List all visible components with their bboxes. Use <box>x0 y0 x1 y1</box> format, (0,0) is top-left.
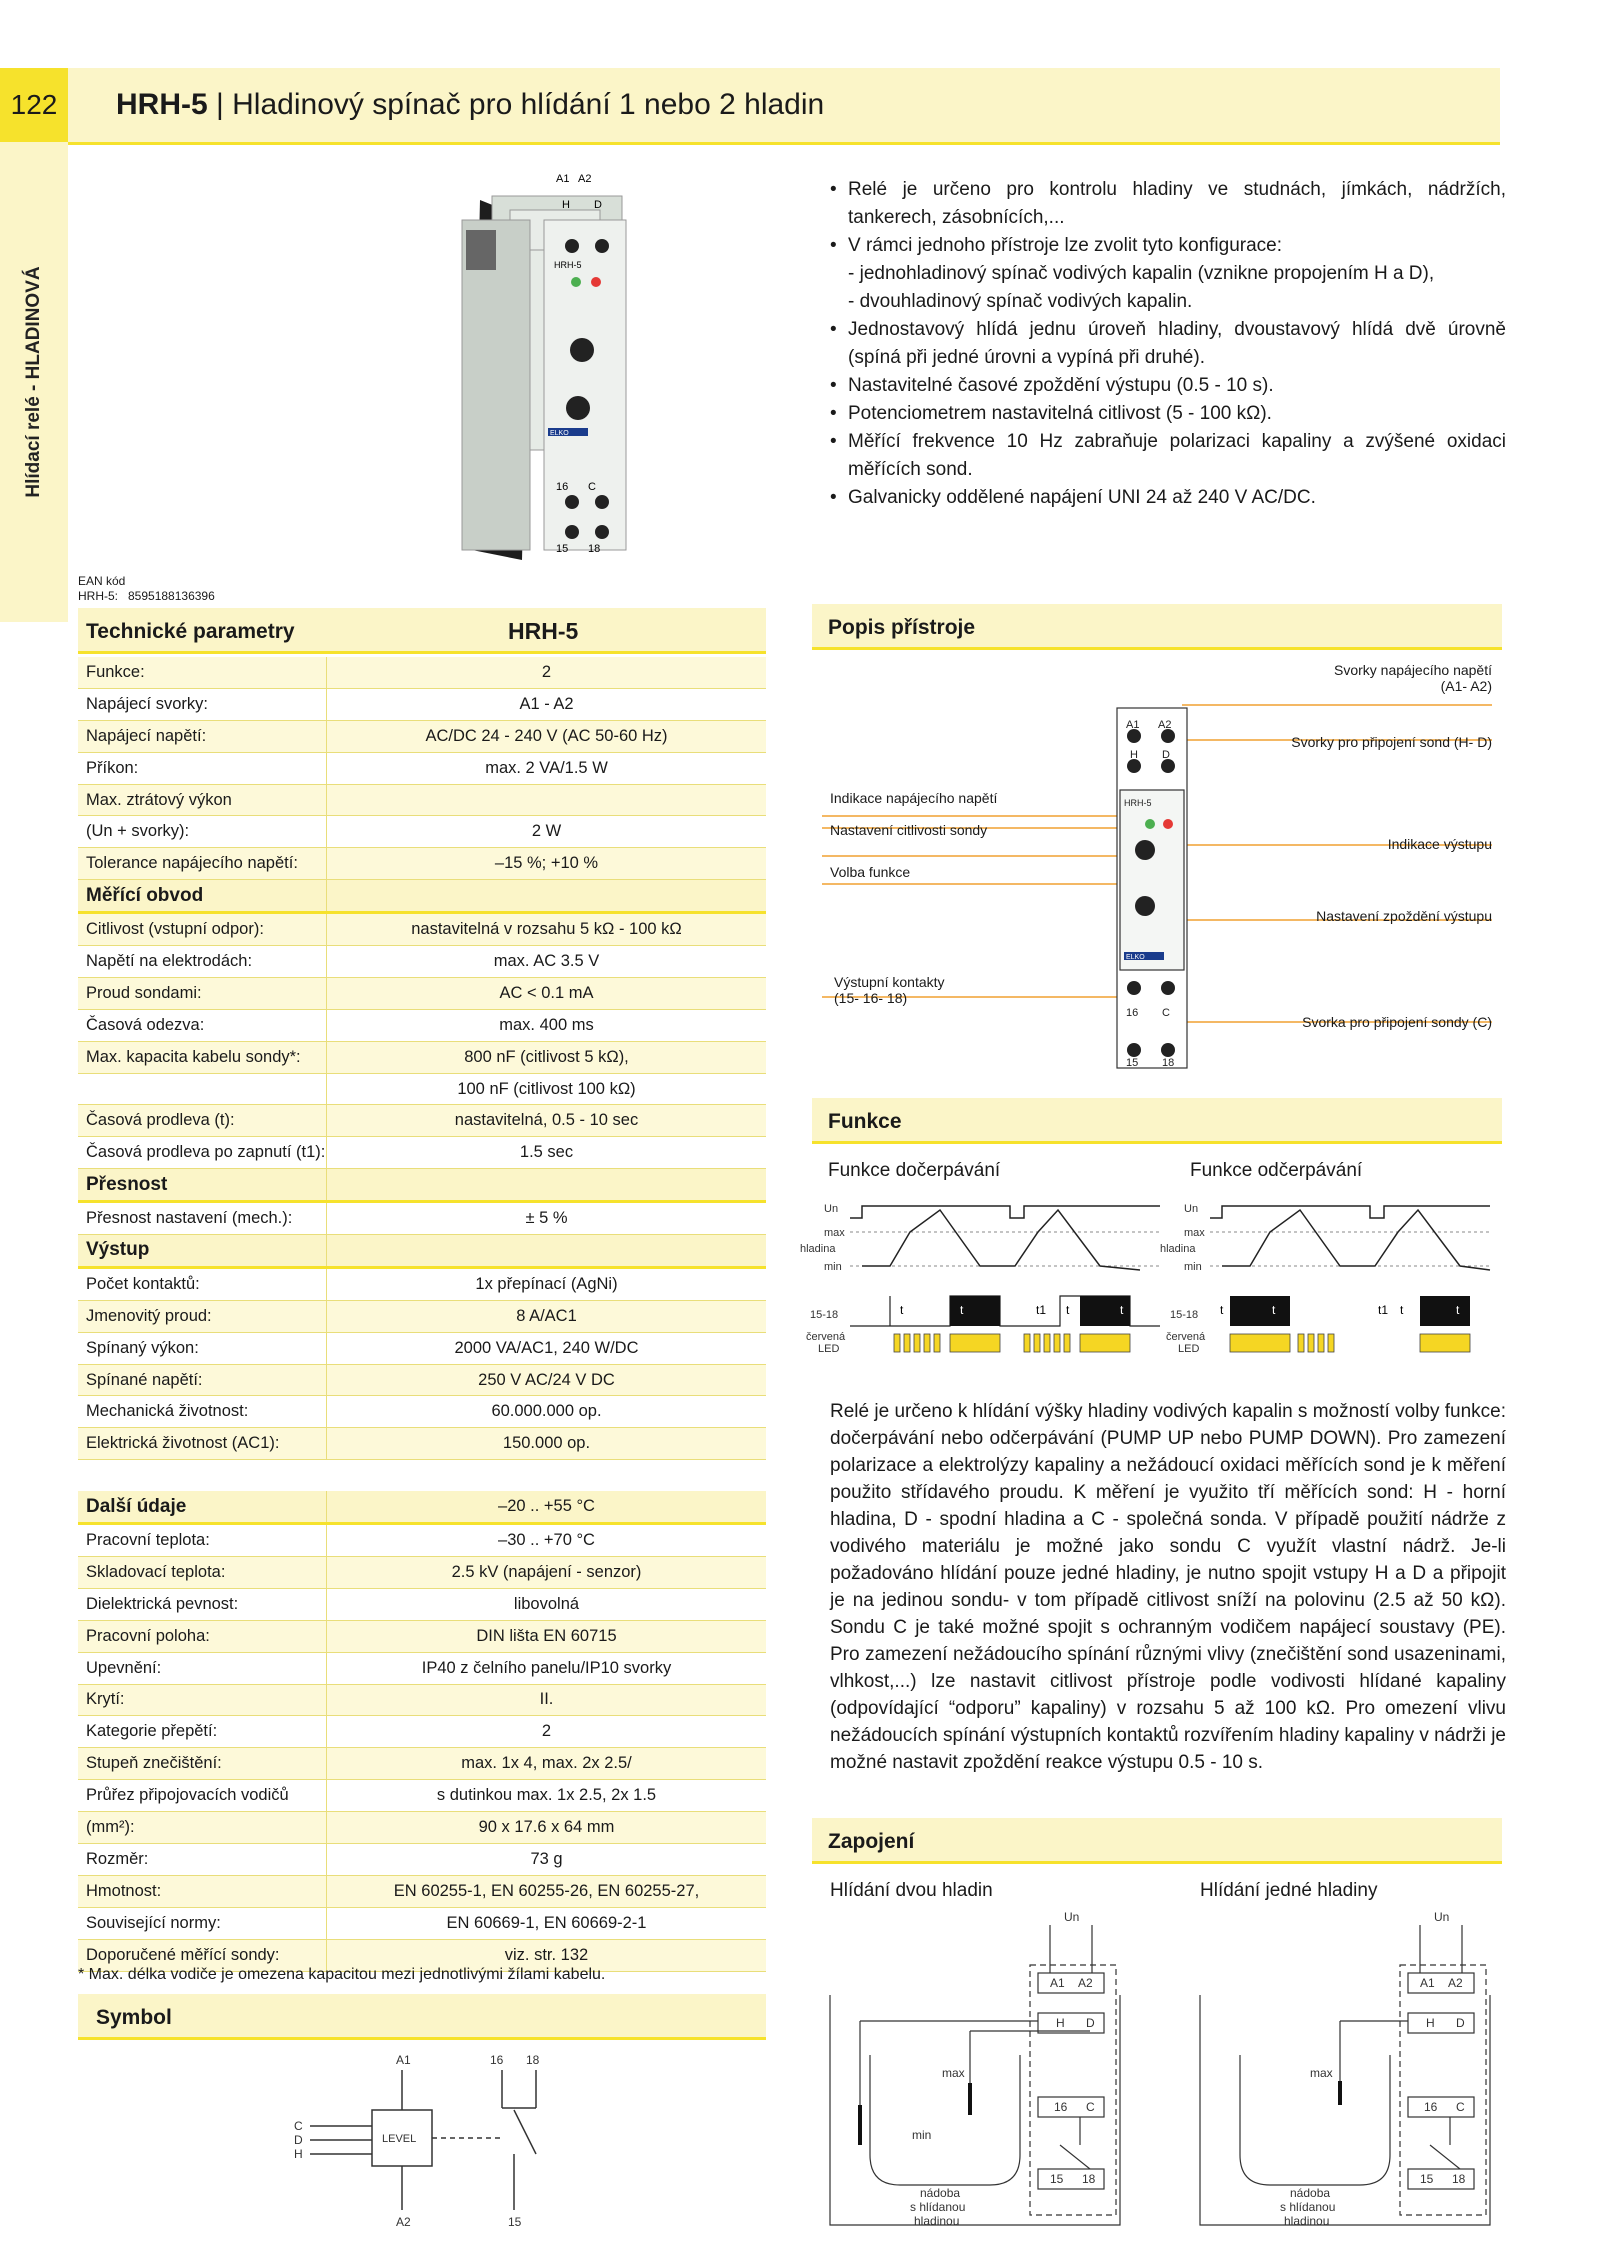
param-label: Časová prodleva (t): <box>78 1105 327 1137</box>
list-item: • Relé je určeno pro kontrolu hladiny ve studnách, jímkách, nádržích, tankerech, zásobnících,... <box>826 176 1506 232</box>
svg-text:C: C <box>1162 1007 1170 1019</box>
param-value: 2 <box>327 1716 767 1748</box>
svg-text:A1: A1 <box>1126 719 1140 731</box>
svg-text:C: C <box>294 2119 303 2133</box>
param-value: 90 x 17.6 x 64 mm <box>327 1812 767 1844</box>
param-value: 1x přepínací (AgNi) <box>327 1267 767 1300</box>
table-row <box>78 1105 766 1137</box>
param-value: 60.000.000 op. <box>327 1396 767 1428</box>
funkce-header: Funkce <box>812 1098 1502 1144</box>
table-row <box>78 1332 766 1364</box>
param-label: Pracovní poloha: <box>78 1620 327 1652</box>
table-row <box>78 1907 766 1939</box>
label-output-contacts: Výstupní kontakty (15- 16- 18) <box>834 974 945 1006</box>
device-description <box>812 650 1502 1070</box>
svg-text:t: t <box>1120 1303 1124 1317</box>
table-row <box>78 1588 766 1620</box>
svg-text:t: t <box>1272 1303 1276 1317</box>
table-row <box>78 1620 766 1652</box>
table-row <box>78 1300 766 1332</box>
param-value <box>327 1235 767 1268</box>
svg-text:16: 16 <box>1054 2100 1068 2114</box>
param-value: IP40 z čelního panelu/IP10 svorky <box>327 1652 767 1684</box>
table-row <box>78 784 766 816</box>
svg-text:HRH-5: HRH-5 <box>1124 798 1152 808</box>
table-row <box>78 1524 766 1557</box>
param-value: –20 .. +55 °C <box>327 1491 767 1523</box>
param-label: (Un + svorky): <box>78 816 327 848</box>
param-label: Spínané napětí: <box>78 1364 327 1396</box>
table-row <box>78 657 766 688</box>
svg-text:16: 16 <box>1126 1007 1139 1019</box>
list-item: • Potenciometrem nastavitelná citlivost (5 - 100 kΩ). <box>826 400 1506 428</box>
label-function-select: Volba funkce <box>830 864 911 880</box>
svg-text:A2: A2 <box>1448 1976 1463 1990</box>
table-row <box>78 1460 766 1491</box>
table-row <box>78 688 766 720</box>
svg-text:15-18: 15-18 <box>1170 1309 1199 1321</box>
param-value: max. 400 ms <box>327 1009 767 1041</box>
table-section-row <box>78 1235 766 1268</box>
svg-text:A2: A2 <box>1078 1976 1093 1990</box>
svg-text:C: C <box>588 481 596 493</box>
param-label: Další údaje <box>78 1491 327 1523</box>
table-section-row <box>78 1491 766 1523</box>
table-row <box>78 1428 766 1460</box>
list-item: • V rámci jednoho přístroje lze zvolit tyto konfigurace: - jednohladinový spínač vodivých kapalin (vznikne propojením H a D), - dvouhladinový spínač vodivých kapalin. <box>826 232 1506 316</box>
param-label: Elektrická životnost (AC1): <box>78 1428 327 1460</box>
svg-text:s hlídanou: s hlídanou <box>910 2200 966 2214</box>
page-title: HRH-5 | Hladinový spínač pro hlídání 1 nebo 2 hladin <box>116 88 825 121</box>
svg-text:18: 18 <box>1082 2172 1096 2186</box>
svg-text:18: 18 <box>1162 1057 1175 1069</box>
label-output-delay: Nastavení zpoždění výstupu <box>1316 908 1492 924</box>
table-row <box>78 1748 766 1780</box>
sidebar <box>0 142 68 622</box>
svg-text:Un: Un <box>824 1203 839 1215</box>
param-value: AC/DC 24 - 240 V (AC 50-60 Hz) <box>327 720 767 752</box>
sidebar-label: Hlídací relé - HLADINOVÁ <box>23 266 44 498</box>
param-value: libovolná <box>327 1588 767 1620</box>
label-probe-terminals: Svorky pro připojení sond (H- D) <box>1291 734 1492 750</box>
param-label: Měřící obvod <box>78 880 327 913</box>
svg-text:max: max <box>1184 1227 1205 1239</box>
param-label: Tolerance napájecího napětí: <box>78 848 327 880</box>
param-label: Jmenovitý proud: <box>78 1300 327 1332</box>
table-row <box>78 1556 766 1588</box>
param-label: Krytí: <box>78 1684 327 1716</box>
param-label: (mm²): <box>78 1812 327 1844</box>
svg-text:16: 16 <box>1424 2100 1438 2114</box>
param-label: Výstup <box>78 1235 327 1268</box>
param-label: Napájecí napětí: <box>78 720 327 752</box>
param-value: 2 W <box>327 816 767 848</box>
table-row <box>78 720 766 752</box>
param-label: Spínaný výkon: <box>78 1332 327 1364</box>
param-label: Hmotnost: <box>78 1875 327 1907</box>
svg-text:min: min <box>824 1261 842 1273</box>
param-value: EN 60255-1, EN 60255-26, EN 60255-27, <box>327 1875 767 1907</box>
wiring-diagrams <box>820 1905 1510 2235</box>
param-value: EN 60669-1, EN 60669-2-1 <box>327 1907 767 1939</box>
svg-text:t: t <box>960 1303 964 1317</box>
svg-text:D: D <box>1162 749 1170 761</box>
param-value: A1 - A2 <box>327 688 767 720</box>
svg-text:Un: Un <box>1184 1203 1199 1215</box>
table-row <box>78 1364 766 1396</box>
param-value: 1.5 sec <box>327 1137 767 1169</box>
svg-text:hladina: hladina <box>1160 1243 1196 1255</box>
svg-text:ELKO: ELKO <box>550 430 569 437</box>
svg-text:max: max <box>1310 2066 1333 2080</box>
tech-params <box>78 608 766 1972</box>
svg-text:D: D <box>594 199 602 211</box>
svg-text:C: C <box>1086 2100 1095 2114</box>
param-label: Časová prodleva po zapnutí (t1): <box>78 1137 327 1169</box>
ean-code: EAN kód HRH-5: 8595188136396 <box>78 574 215 603</box>
param-label: Související normy: <box>78 1907 327 1939</box>
param-value: viz. str. 132 <box>327 1939 767 1971</box>
svg-text:H: H <box>294 2147 303 2161</box>
param-label: Dielektrická pevnost: <box>78 1588 327 1620</box>
table-row <box>78 1875 766 1907</box>
param-label: Max. kapacita kabelu sondy*: <box>78 1041 327 1073</box>
table-row <box>78 816 766 848</box>
svg-text:t1: t1 <box>1378 1303 1389 1317</box>
svg-text:H: H <box>1056 2016 1065 2030</box>
svg-text:červená: červená <box>806 1331 846 1343</box>
svg-text:A2: A2 <box>396 2215 411 2229</box>
table-row <box>78 1041 766 1073</box>
list-item: • Galvanicky oddělené napájení UNI 24 až 240 V AC/DC. <box>826 484 1506 512</box>
param-label: Průřez připojovacích vodičů <box>78 1780 327 1812</box>
svg-text:18: 18 <box>1452 2172 1466 2186</box>
svg-text:t: t <box>1456 1303 1460 1317</box>
svg-text:s hlídanou: s hlídanou <box>1280 2200 1336 2214</box>
param-value: 2000 VA/AC1, 240 W/DC <box>327 1332 767 1364</box>
svg-text:15: 15 <box>556 543 569 555</box>
list-item: • Jednostavový hlídá jednu úroveň hladiny, dvoustavový hlídá dvě úrovně (spíná při jedné úrovni a vypíná při druhé). <box>826 316 1506 372</box>
param-label: Skladovací teplota: <box>78 1556 327 1588</box>
param-value: s dutinkou max. 1x 2.5, 2x 1.5 <box>327 1780 767 1812</box>
svg-text:t: t <box>1066 1303 1070 1317</box>
param-value: max. 2 VA/1.5 W <box>327 752 767 784</box>
table-row <box>78 913 766 946</box>
param-label <box>78 1073 327 1105</box>
svg-text:15: 15 <box>1050 2172 1064 2186</box>
svg-text:nádoba: nádoba <box>920 2186 961 2200</box>
param-value <box>327 880 767 913</box>
param-value: max. 1x 4, max. 2x 2.5/ <box>327 1748 767 1780</box>
svg-text:A2: A2 <box>578 173 592 185</box>
device-diagram <box>812 650 1502 1070</box>
param-value: 100 nF (citlivost 100 kΩ) <box>327 1073 767 1105</box>
svg-text:max: max <box>942 2066 965 2080</box>
svg-text:A1: A1 <box>1420 1976 1435 1990</box>
zapojeni-left-title: Hlídání dvou hladin <box>830 1880 993 1901</box>
svg-text:H: H <box>1426 2016 1435 2030</box>
svg-text:t: t <box>1400 1303 1404 1317</box>
param-label: Napájecí svorky: <box>78 688 327 720</box>
svg-text:A1: A1 <box>396 2053 411 2067</box>
svg-text:max: max <box>824 1227 845 1239</box>
param-value <box>327 1169 767 1202</box>
funkce-paragraph: Relé je určeno k hlídání výšky hladiny vodivých kapalin s možností volby funkce: dočerpávání nebo odčerpávání (PUMP UP nebo PUMP DOWN). Pro zamezení polarizace a elektrolýzy kapaliny a nežádoucí oxidaci měřících sond je k měření použito střídavého proudu. K měření je využito tří měřících sond: H - horní hladina, D - spodní hladina a C - společná sonda. V případě použití nádrže z vodivého materiálu je možné jako sondu C využít vlastní nádrž. Je-li požadováno hlídání pouze jedné hladiny, je nutno spojit vstupy H a D a připojit je na jedinou sondu- v tom případě citlivost sníží na polovinu (2.5 až 50 kΩ). Sondu C je také možné spojit s ochranným vodičem napájecí soustavy (PE). Pro zamezení nežádoucího spínání různými vlivy (znečištění sond usazeninami, vlhkost,...) lze nastavit citlivost přístroje podle vodivosti hlídané kapaliny (odpovídající “odporu” kapaliny) v rozsahu 5 až 100 kΩ. Pro omezení vlivu nežádoucích spínání výstupních kontaktů rozvířením hladiny kapaliny v nádrži je možné nastavit zpoždění reakce výstupu 0.5 - 10 s. <box>830 1401 1506 1773</box>
param-value: –30 .. +70 °C <box>327 1524 767 1557</box>
feature-list <box>826 176 1506 512</box>
popis-header: Popis přístroje <box>812 604 1502 650</box>
param-label: Přesnost <box>78 1169 327 1202</box>
svg-text:t: t <box>1220 1303 1224 1317</box>
funkce-right-title: Funkce odčerpávání <box>1190 1160 1363 1181</box>
param-value <box>327 784 767 816</box>
svg-text:A1: A1 <box>556 173 570 185</box>
svg-text:D: D <box>294 2133 303 2147</box>
param-value: 2 <box>327 657 767 688</box>
svg-text:D: D <box>1456 2016 1465 2030</box>
table-row <box>78 977 766 1009</box>
svg-text:min: min <box>1184 1261 1202 1273</box>
label-sensitivity: Nastavení citlivosti sondy <box>830 822 988 838</box>
param-label: Napětí na elektrodách: <box>78 946 327 978</box>
tech-params-header: Technické parametry HRH-5 <box>78 608 766 654</box>
param-value: nastavitelná v rozsahu 5 kΩ - 100 kΩ <box>327 913 767 946</box>
zapojeni-right-title: Hlídání jedné hladiny <box>1200 1880 1378 1901</box>
svg-text:LED: LED <box>1178 1343 1200 1355</box>
param-value: 800 nF (citlivost 5 kΩ), <box>327 1041 767 1073</box>
svg-text:15: 15 <box>1420 2172 1434 2186</box>
svg-text:červená: červená <box>1166 1331 1206 1343</box>
param-label: Max. ztrátový výkon <box>78 784 327 816</box>
svg-text:16: 16 <box>556 481 569 493</box>
param-label: Rozměr: <box>78 1843 327 1875</box>
param-label <box>78 1460 327 1491</box>
svg-text:15-18: 15-18 <box>810 1309 839 1321</box>
param-label: Počet kontaktů: <box>78 1267 327 1300</box>
label-power-terminals: Svorky napájecího napětí (A1- A2) <box>1334 662 1492 694</box>
table-row <box>78 946 766 978</box>
param-value: –15 %; +10 % <box>327 848 767 880</box>
page-number: 122 <box>0 68 68 142</box>
tech-params-table <box>78 657 766 1972</box>
param-label: Kategorie přepětí: <box>78 1716 327 1748</box>
table-row <box>78 1202 766 1235</box>
param-label: Upevnění: <box>78 1652 327 1684</box>
timing-diagrams <box>800 1190 1500 1370</box>
table-row <box>78 1396 766 1428</box>
svg-text:D: D <box>1086 2016 1095 2030</box>
param-value: max. AC 3.5 V <box>327 946 767 978</box>
table-row <box>78 1137 766 1169</box>
table-row <box>78 1843 766 1875</box>
param-value: nastavitelná, 0.5 - 10 sec <box>327 1105 767 1137</box>
svg-text:LEVEL: LEVEL <box>382 2133 417 2145</box>
param-label: Doporučené měřící sondy: <box>78 1939 327 1971</box>
table-row <box>78 848 766 880</box>
svg-text:nádoba: nádoba <box>1290 2186 1331 2200</box>
svg-text:t1: t1 <box>1036 1303 1047 1317</box>
table-section-row <box>78 1169 766 1202</box>
svg-text:LED: LED <box>818 1343 840 1355</box>
svg-text:hladina: hladina <box>800 1243 836 1255</box>
table-row <box>78 1716 766 1748</box>
svg-text:ELKO: ELKO <box>1126 954 1145 961</box>
label-power-indication: Indikace napájecího napětí <box>830 790 998 806</box>
label-output-indication: Indikace výstupu <box>1387 836 1492 852</box>
table-row <box>78 1780 766 1812</box>
svg-text:hladinou: hladinou <box>914 2214 960 2228</box>
svg-text:15: 15 <box>1126 1057 1139 1069</box>
table-row <box>78 752 766 784</box>
svg-text:H: H <box>562 199 570 211</box>
table-section-row <box>78 880 766 913</box>
label-common-probe: Svorka pro připojení sondy (C) <box>1302 1014 1492 1030</box>
footnote: * Max. délka vodiče je omezena kapacitou mezi jednotlivými žílami kabelu. <box>78 1966 606 1983</box>
svg-text:Un: Un <box>1064 1910 1080 1924</box>
svg-text:16: 16 <box>490 2053 504 2067</box>
param-label: Časová odezva: <box>78 1009 327 1041</box>
param-value: 150.000 op. <box>327 1428 767 1460</box>
svg-text:18: 18 <box>526 2053 540 2067</box>
param-value: 2.5 kV (napájení - senzor) <box>327 1556 767 1588</box>
zapojeni-header: Zapojení <box>812 1818 1502 1864</box>
svg-text:15: 15 <box>508 2215 522 2229</box>
svg-text:Un: Un <box>1434 1910 1450 1924</box>
param-label: Mechanická životnost: <box>78 1396 327 1428</box>
param-label: Přesnost nastavení (mech.): <box>78 1202 327 1235</box>
svg-text:hladinou: hladinou <box>1284 2214 1330 2228</box>
svg-text:HRH-5: HRH-5 <box>554 260 582 270</box>
param-value: 250 V AC/24 V DC <box>327 1364 767 1396</box>
param-label: Proud sondami: <box>78 977 327 1009</box>
param-label: Pracovní teplota: <box>78 1524 327 1557</box>
param-label: Příkon: <box>78 752 327 784</box>
symbol-header: Symbol <box>78 1994 766 2040</box>
table-row <box>78 1009 766 1041</box>
table-row <box>78 1073 766 1105</box>
title-bar <box>68 68 1500 145</box>
table-row <box>78 1684 766 1716</box>
param-label: Stupeň znečištění: <box>78 1748 327 1780</box>
funkce-left-title: Funkce dočerpávání <box>828 1160 1001 1181</box>
param-label: Funkce: <box>78 657 327 688</box>
svg-text:H: H <box>1130 749 1138 761</box>
list-item: • Měřící frekvence 10 Hz zabraňuje polarizaci kapaliny a zvýšené oxidaci měřících sond. <box>826 428 1506 484</box>
param-value: 8 A/AC1 <box>327 1300 767 1332</box>
param-value: II. <box>327 1684 767 1716</box>
svg-text:A2: A2 <box>1158 719 1172 731</box>
param-value: 73 g <box>327 1843 767 1875</box>
svg-text:t: t <box>900 1303 904 1317</box>
svg-text:A1: A1 <box>1050 1976 1065 1990</box>
param-value: ± 5 % <box>327 1202 767 1235</box>
param-value: AC < 0.1 mA <box>327 977 767 1009</box>
param-value: DIN lišta EN 60715 <box>327 1620 767 1652</box>
table-row <box>78 1267 766 1300</box>
svg-text:min: min <box>912 2128 932 2142</box>
list-item: • Nastavitelné časové zpoždění výstupu (0.5 - 10 s). <box>826 372 1506 400</box>
product-image <box>452 160 642 560</box>
svg-text:C: C <box>1456 2100 1465 2114</box>
symbol-diagram <box>280 2050 580 2230</box>
table-row <box>78 1812 766 1844</box>
svg-text:18: 18 <box>588 543 601 555</box>
table-row <box>78 1652 766 1684</box>
param-value <box>327 1460 767 1491</box>
param-label: Citlivost (vstupní odpor): <box>78 913 327 946</box>
